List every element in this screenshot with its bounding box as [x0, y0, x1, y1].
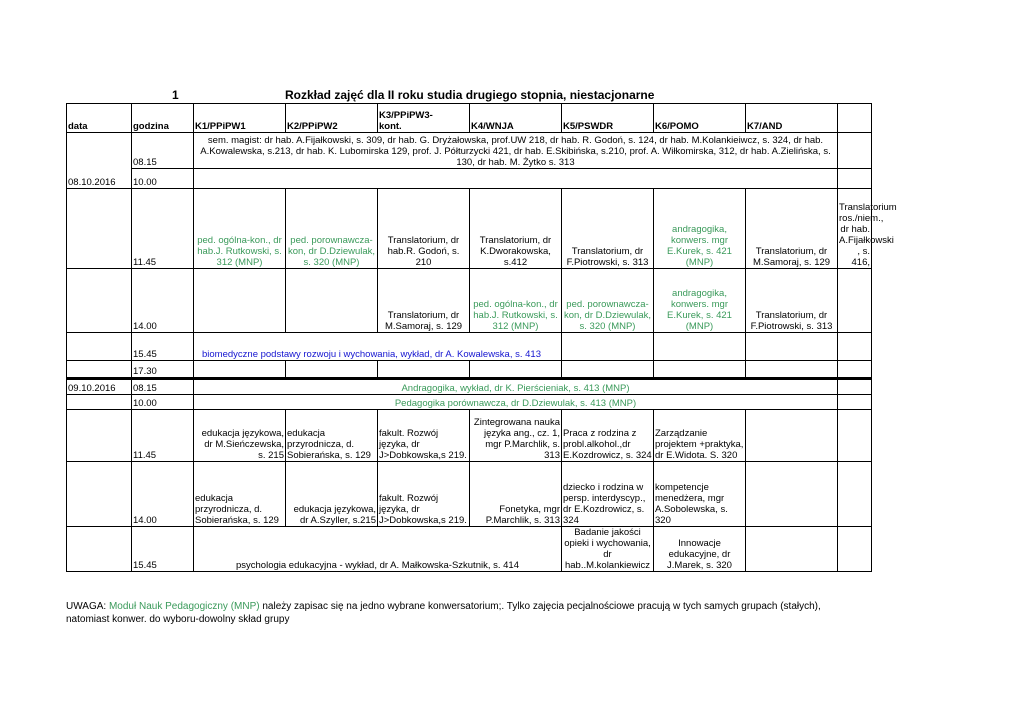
empty-cell	[746, 361, 838, 379]
class-cell: dziecko i rodzina w persp. interdyscyp., dr E.Kozdrowicz, s. 324	[562, 462, 654, 527]
class-cell: Translatorium, dr F.Piotrowski, s. 313	[746, 269, 838, 333]
class-cell: Translatorium, dr F.Piotrowski, s. 313	[562, 189, 654, 269]
col-header-k1: K1/PPiPW1	[194, 104, 286, 133]
empty-cell	[562, 333, 654, 361]
empty-cell	[746, 462, 838, 527]
class-cell: ped. porownawcza-kon, dr D.Dziewulak, s. 320 (MNP)	[286, 189, 378, 269]
empty-cell	[67, 361, 132, 379]
class-cell: ped. ogólna-kon., dr hab.J. Rutkowski, s. 312 (MNP)	[470, 269, 562, 333]
empty-cell	[194, 169, 838, 189]
class-cell: kompetencje menedżera, mgr A.Sobolewska, s. 320	[654, 462, 746, 527]
class-cell: Translatorium ros./niem., dr hab. A.Fijałkowski , s. 416,	[838, 189, 872, 269]
empty-cell	[67, 410, 132, 462]
empty-cell	[67, 269, 132, 333]
class-cell: ped. ogólna-kon., dr hab.J. Rutkowski, s. 312 (MNP)	[194, 189, 286, 269]
empty-cell	[838, 527, 872, 572]
footnote-prefix: UWAGA:	[66, 601, 109, 612]
empty-cell	[67, 189, 132, 269]
time-cell: 11.45	[132, 189, 194, 269]
date-cell: 08.10.2016	[67, 133, 132, 189]
class-cell: Zintegrowana nauka języka ang., cz. 1, mgr P.Marchlik, s. 313	[470, 410, 562, 462]
lecture-cell: Pedagogika porównawcza, dr D.Dziewulak, s. 413 (MNP)	[194, 395, 838, 410]
empty-cell	[654, 361, 746, 379]
class-cell: Translatorium, dr M.Samoraj, s. 129	[746, 189, 838, 269]
page-title: Rozkład zajęć dla II roku studia drugiego stopnia, niestacjonarne	[285, 88, 655, 102]
empty-cell	[746, 333, 838, 361]
class-cell: ped. porownawcza-kon, dr D.Dziewulak, s. 320 (MNP)	[562, 269, 654, 333]
table-row	[67, 462, 872, 527]
table-row	[67, 189, 872, 269]
col-header-extra	[838, 104, 872, 133]
empty-cell	[838, 410, 872, 462]
class-cell: Praca z rodzina z probl.alkohol.,dr E.Kozdrowicz, s. 324	[562, 410, 654, 462]
empty-cell	[194, 269, 286, 333]
class-cell: Badanie jakości opieki i wychowania, dr hab..M.kolankiewicz	[562, 527, 654, 572]
empty-cell	[838, 269, 872, 333]
time-cell: 08.15	[132, 133, 194, 169]
class-cell: Innowacje edukacyjne, dr J.Marek, s. 320	[654, 527, 746, 572]
empty-cell	[654, 333, 746, 361]
seminar-cell: sem. magist: dr hab. A.Fijałkowski, s. 309, dr hab. G. Dryżałowska, prof.UW 218, dr hab. R. Godoń, s. 124, dr hab. M.Kolankieiwcz, s. 324, dr hab. A.Kowalewska, s.213, dr hab. K. Lubomirska 129, prof. J. Półturzycki 421, dr hab. E.Skibińska, s.210, prof. A. Wiłkomirska, 312, dr hab. A.Zielińska, s. 130, dr hab. M. Żytko s. 313	[194, 133, 838, 169]
table-row	[67, 169, 872, 189]
table-row	[67, 527, 872, 572]
col-header-k5: K5/PSWDR	[562, 104, 654, 133]
class-cell: edukacja językowa, dr A.Szyller, s.215	[286, 462, 378, 527]
table-row	[67, 395, 872, 410]
empty-cell	[746, 527, 838, 572]
footnote-highlight: Moduł Nauk Pedagogiczny (MNP)	[108, 601, 260, 612]
empty-cell	[194, 361, 286, 379]
time-cell: 10.00	[132, 169, 194, 189]
empty-cell	[838, 395, 872, 410]
class-cell: andragogika, konwers. mgr E.Kurek, s. 421 (MNP)	[654, 189, 746, 269]
time-cell: 15.45	[132, 333, 194, 361]
empty-cell	[67, 527, 132, 572]
class-cell: Translatorium, dr M.Samoraj, s. 129	[378, 269, 470, 333]
class-cell: edukacja przyrodnicza, d. Sobierańska, s. 129	[194, 462, 286, 527]
empty-cell	[67, 333, 132, 361]
table-row	[67, 333, 872, 361]
class-cell: Translatorium, dr K.Dworakowska, s.412	[470, 189, 562, 269]
lecture-cell: Andragogika, wykład, dr K. Pierścieniak, s. 413 (MNP)	[194, 379, 838, 395]
empty-cell	[746, 410, 838, 462]
footnote-text: należy zapisac się na jedno wybrane konwersatorium;. Tylko zajęcia pecjalnościowe pracują w tych samych grupach (stałych), natomiast konwer. do wyboru-dowolny skład grupy	[66, 601, 821, 625]
class-cell: Fonetyka, mgr P.Marchlik, s. 313	[470, 462, 562, 527]
table-row	[67, 361, 872, 379]
empty-cell	[838, 133, 872, 169]
schedule-table	[66, 103, 897, 572]
time-cell: 15.45	[132, 527, 194, 572]
empty-cell	[378, 361, 470, 379]
col-header-time: godzina	[132, 104, 194, 133]
time-cell: 11.45	[132, 410, 194, 462]
col-header-date: data	[67, 104, 132, 133]
col-header-k2: K2/PPiPW2	[286, 104, 378, 133]
class-cell: edukacja językowa, dr M.Sieńczewska, s. 215	[194, 410, 286, 462]
empty-cell	[562, 361, 654, 379]
class-cell: fakult. Rozwój języka, dr J>Dobkowska,s 219.	[378, 462, 470, 527]
class-cell: andragogika, konwers. mgr E.Kurek, s. 421 (MNP)	[654, 269, 746, 333]
class-cell: Translatorium, dr hab.R. Godoń, s. 210	[378, 189, 470, 269]
col-header-k6: K6/POMO	[654, 104, 746, 133]
header-row	[67, 104, 872, 133]
table-row	[67, 133, 872, 169]
time-cell: 17.30	[132, 361, 194, 379]
class-cell: fakult. Rozwój języka, dr J>Dobkowska,s 219.	[378, 410, 470, 462]
page-number: 1	[172, 88, 179, 102]
empty-cell	[286, 361, 378, 379]
empty-cell	[838, 169, 872, 189]
empty-cell	[67, 395, 132, 410]
time-cell: 08.15	[132, 379, 194, 395]
empty-cell	[838, 462, 872, 527]
table-row	[67, 269, 872, 333]
table-row	[67, 410, 872, 462]
date-cell: 09.10.2016	[67, 379, 132, 395]
empty-cell	[286, 269, 378, 333]
time-cell: 14.00	[132, 269, 194, 333]
class-cell: edukacja przyrodnicza, d. Sobierańska, s. 129	[286, 410, 378, 462]
col-header-k4: K4/WNJA	[470, 104, 562, 133]
empty-cell	[470, 361, 562, 379]
empty-cell	[838, 361, 872, 379]
class-cell: Zarządzanie projektem +praktyka, dr E.Widota. S. 320	[654, 410, 746, 462]
time-cell: 10.00	[132, 395, 194, 410]
lecture-cell: biomedyczne podstawy rozwoju i wychowania, wykład, dr A. Kowalewska, s. 413	[194, 333, 562, 361]
time-cell: 14.00	[132, 462, 194, 527]
col-header-k3: K3/PPiPW3- kont.	[378, 104, 470, 133]
empty-cell	[838, 333, 872, 361]
lecture-cell: psychologia edukacyjna - wykład, dr A. Małkowska-Szkutnik, s. 414	[194, 527, 562, 572]
empty-cell	[67, 462, 132, 527]
empty-cell	[838, 379, 872, 395]
col-header-k7: K7/AND	[746, 104, 838, 133]
table-row	[67, 379, 872, 395]
footnote	[66, 600, 866, 626]
